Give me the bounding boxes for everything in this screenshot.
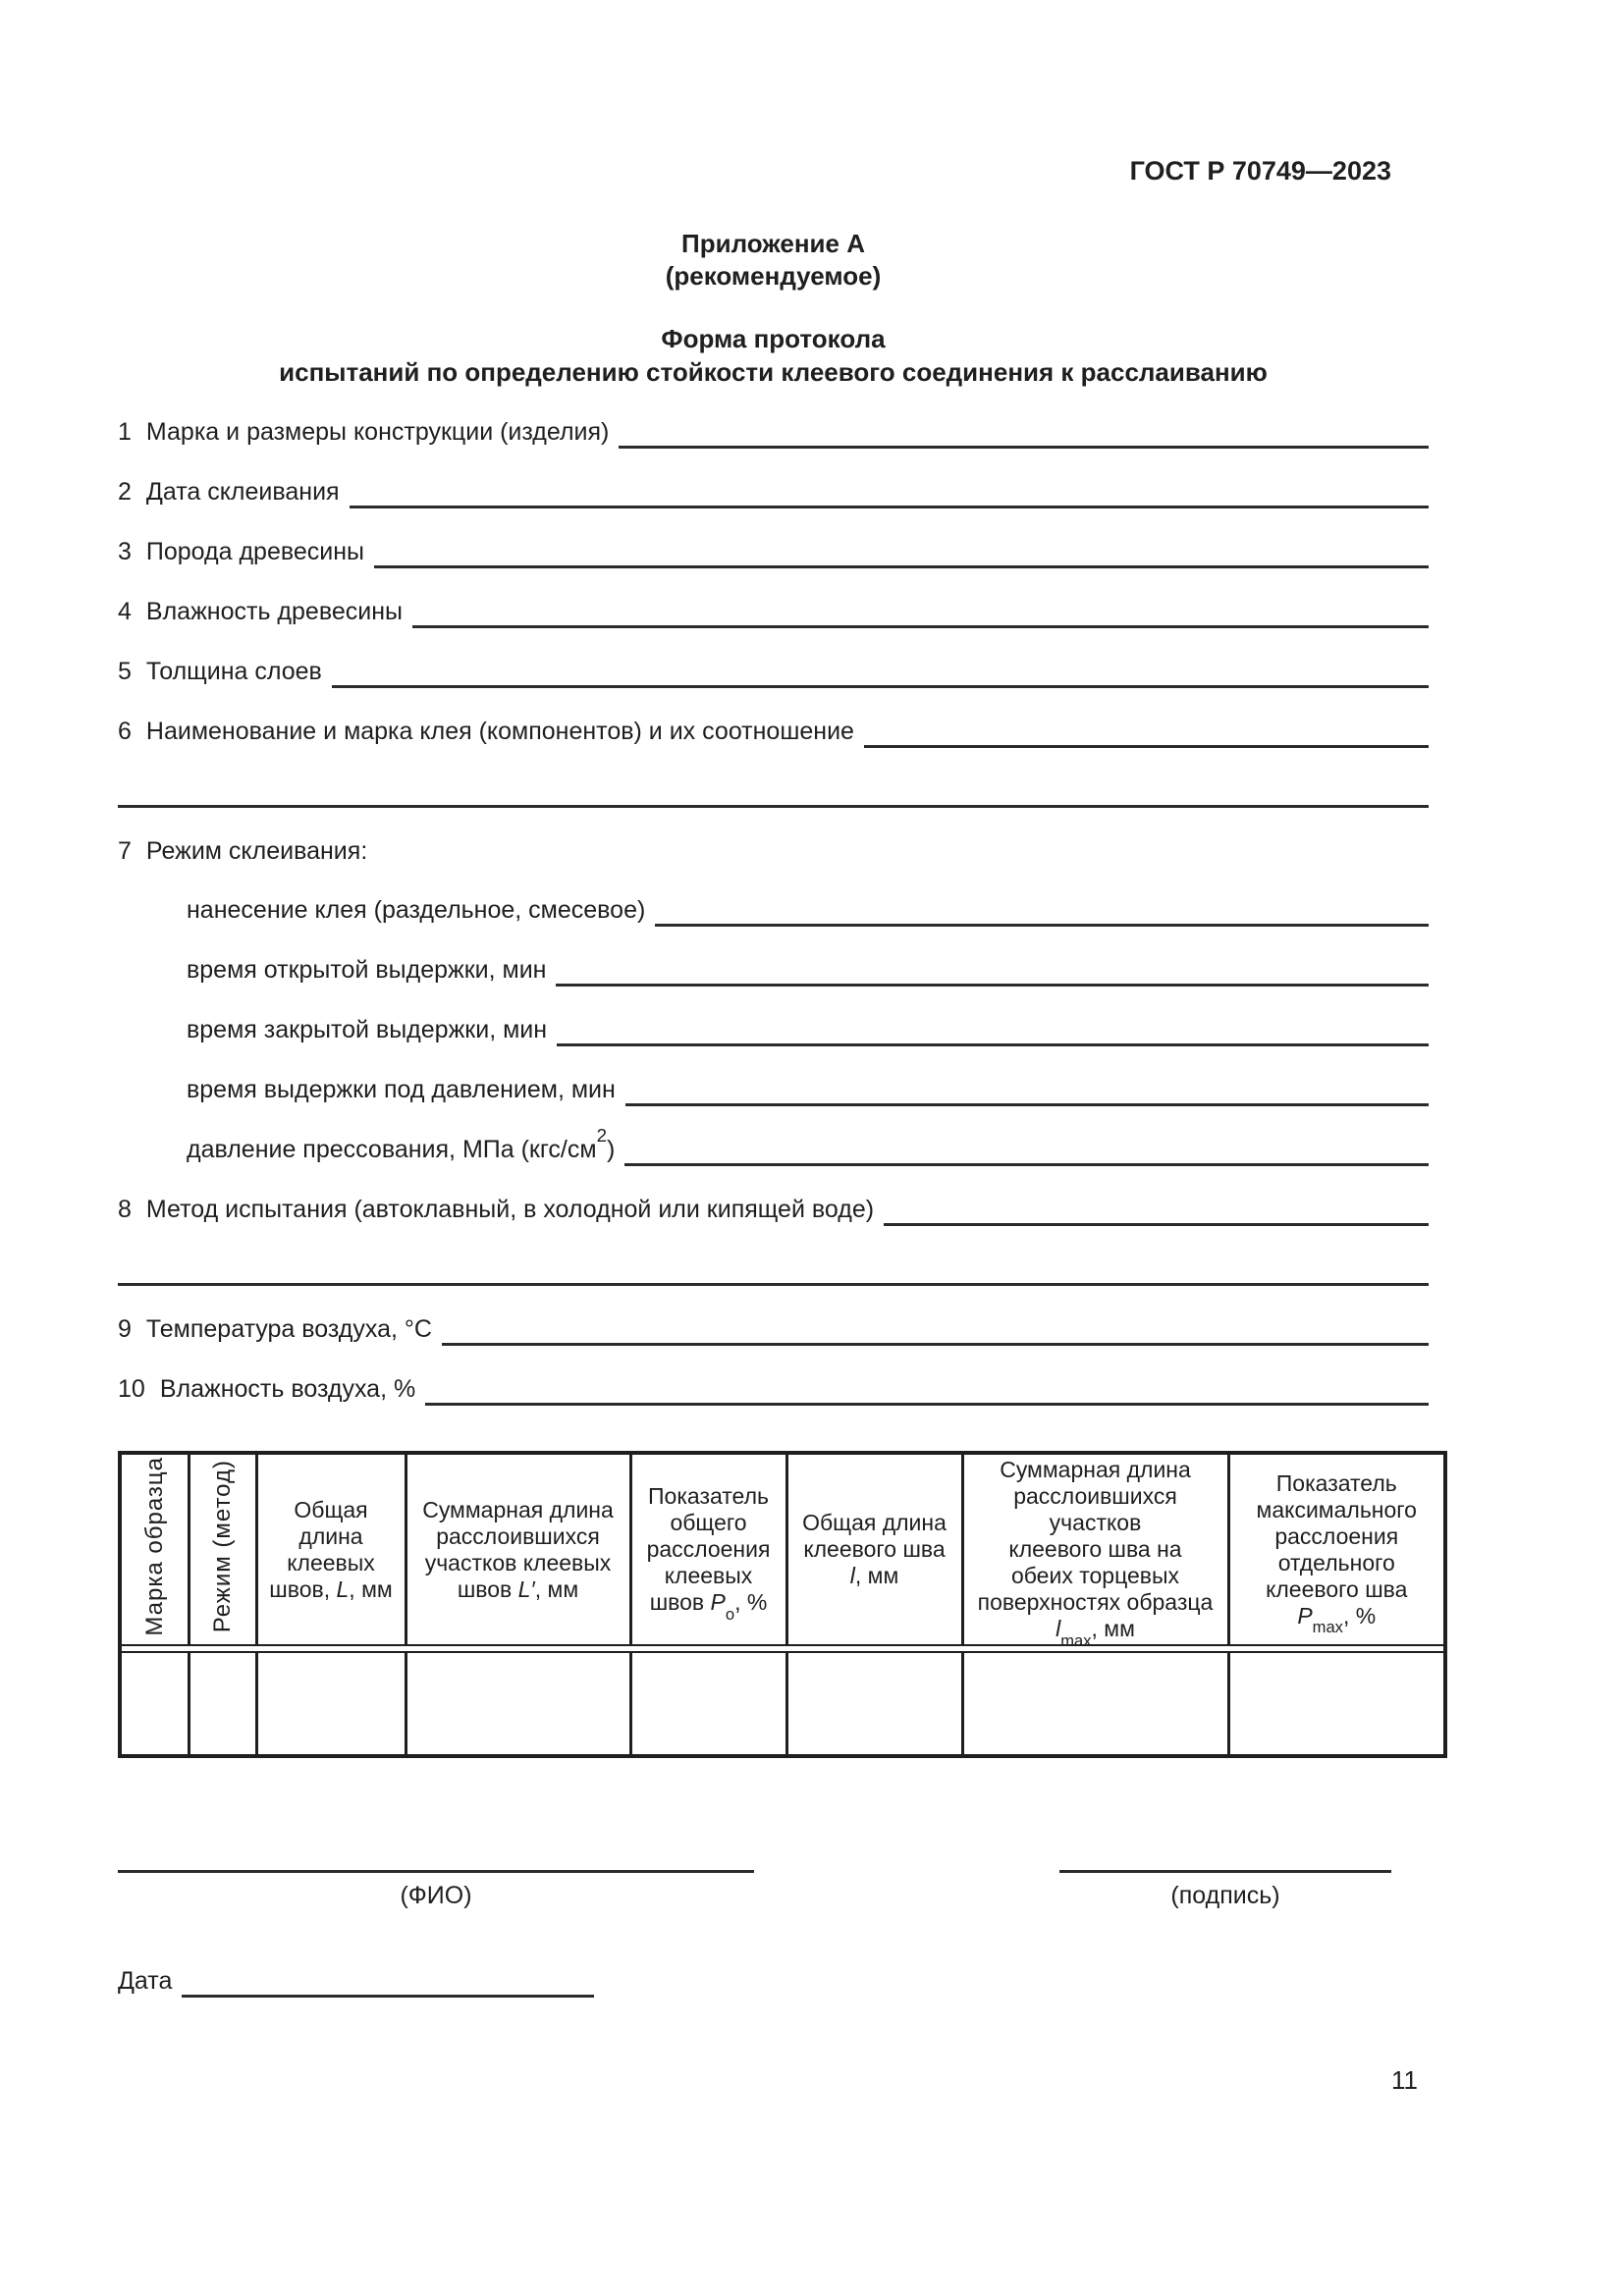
form-item-row bbox=[118, 716, 1429, 748]
header-text bbox=[802, 1510, 947, 1588]
text-run: расслоившихся bbox=[436, 1522, 600, 1549]
item-number: 3 bbox=[118, 538, 132, 565]
fill-in-line bbox=[619, 416, 1429, 449]
column-header bbox=[406, 1453, 630, 1645]
item-label bbox=[187, 1124, 616, 1165]
fill-in-line bbox=[884, 1194, 1429, 1226]
fill-in-line bbox=[557, 1014, 1429, 1046]
text-run: max bbox=[1060, 1630, 1092, 1650]
date-row bbox=[118, 1965, 1429, 1998]
text-run: швов bbox=[649, 1589, 711, 1615]
text-run: , мм bbox=[854, 1563, 899, 1588]
table-cell-empty bbox=[786, 1652, 962, 1756]
text-run: , % bbox=[1342, 1602, 1377, 1629]
text-run: отдельного bbox=[1277, 1549, 1395, 1575]
item-label: время закрытой выдержки, мин bbox=[187, 1016, 548, 1043]
header-text bbox=[977, 1457, 1214, 1650]
form-item-row bbox=[118, 894, 1429, 927]
page-number: 11 bbox=[1391, 2065, 1418, 2095]
table-body-row bbox=[120, 1652, 1445, 1756]
text-run: расслоения bbox=[646, 1536, 771, 1562]
fill-in-line bbox=[118, 775, 1429, 808]
header-separator-cell bbox=[120, 1645, 1445, 1652]
table-cell-empty bbox=[406, 1652, 630, 1756]
header-separator-gap bbox=[120, 1645, 1445, 1652]
item-number: 1 bbox=[118, 418, 132, 446]
form-title bbox=[118, 322, 1429, 389]
column-header bbox=[256, 1453, 406, 1645]
item-number: 4 bbox=[118, 598, 132, 625]
form-item-row bbox=[118, 596, 1429, 628]
form-title-line1: Форма протокола bbox=[661, 324, 886, 353]
signature-name-caption: (ФИО) bbox=[400, 1882, 472, 1909]
item-label: нанесение клея (раздельное, смесевое) bbox=[187, 896, 646, 924]
text-run: Марка образца bbox=[140, 1457, 168, 1636]
item-number: 6 bbox=[118, 718, 132, 745]
text-run: Режим (метод) bbox=[209, 1460, 236, 1633]
form-item-row bbox=[118, 476, 1429, 508]
signature-row bbox=[118, 1868, 1429, 1910]
signature-name-block bbox=[118, 1868, 754, 1910]
fill-in-line bbox=[425, 1373, 1429, 1406]
text-run: Показатель bbox=[648, 1483, 769, 1509]
form-item-continuation bbox=[118, 775, 1429, 808]
vertical-header-text bbox=[209, 1460, 236, 1632]
text-run: 2 bbox=[596, 1124, 607, 1146]
text-run: , % bbox=[734, 1589, 768, 1615]
text-run: поверхностях образца bbox=[977, 1589, 1214, 1615]
text-run: Общая bbox=[294, 1496, 368, 1522]
form-item-row bbox=[118, 835, 1429, 867]
fill-in-line bbox=[118, 1254, 1429, 1286]
column-header bbox=[189, 1453, 256, 1645]
variable-symbol: l bbox=[1056, 1616, 1061, 1641]
item-label: Дата склеивания bbox=[145, 478, 340, 506]
variable-symbol: P bbox=[710, 1589, 726, 1615]
text-run: обеих торцевых bbox=[1010, 1563, 1180, 1588]
text-run: участков клеевых bbox=[424, 1549, 612, 1575]
text-run: давление прессования, МПа (кгс/см bbox=[187, 1136, 597, 1163]
table-cell-empty bbox=[120, 1652, 189, 1756]
column-header bbox=[786, 1453, 962, 1645]
text-run: клеевого шва bbox=[803, 1536, 946, 1562]
table-cell-empty bbox=[256, 1652, 406, 1756]
table-cell-empty bbox=[1228, 1652, 1445, 1756]
form-item-row bbox=[118, 1014, 1429, 1046]
item-label: Влажность древесины bbox=[145, 598, 403, 625]
form-title-line2: испытаний по определению стойкости клеевого соединения к расслаиванию bbox=[279, 357, 1268, 387]
variable-symbol: L bbox=[336, 1575, 350, 1602]
text-run: Суммарная длина bbox=[422, 1496, 614, 1522]
text-run: клеевого шва на bbox=[1008, 1536, 1182, 1562]
doc-number: ГОСТ Р 70749—2023 bbox=[1129, 156, 1391, 186]
table-header-row bbox=[120, 1453, 1445, 1645]
text-run: расслоившихся bbox=[1013, 1483, 1177, 1509]
fill-in-line bbox=[412, 596, 1429, 628]
form-item-row bbox=[118, 954, 1429, 987]
date-fill-line bbox=[182, 1965, 594, 1998]
text-run: клеевых bbox=[664, 1563, 753, 1588]
form-item-continuation bbox=[118, 1254, 1429, 1286]
item-label: Метод испытания (автоклавный, в холодной или кипящей воде) bbox=[145, 1196, 875, 1223]
item-label: Наименование и марка клея (компонентов) и их соотношение bbox=[145, 718, 854, 745]
form-item-row bbox=[118, 1194, 1429, 1226]
column-header bbox=[1228, 1453, 1445, 1645]
item-label: Толщина слоев bbox=[145, 658, 322, 685]
item-label: время открытой выдержки, мин bbox=[187, 956, 547, 984]
column-header bbox=[962, 1453, 1228, 1650]
text-run: общего bbox=[670, 1510, 747, 1535]
variable-symbol: P bbox=[1297, 1602, 1313, 1629]
text-run: швов, bbox=[269, 1575, 337, 1602]
text-run: о bbox=[725, 1604, 735, 1624]
header-text bbox=[646, 1483, 771, 1624]
variable-symbol: l bbox=[849, 1563, 855, 1588]
text-run: расслоения bbox=[1274, 1522, 1399, 1549]
form-items bbox=[118, 416, 1429, 1406]
text-run: Суммарная длина bbox=[1000, 1457, 1191, 1482]
text-run: max bbox=[1312, 1618, 1343, 1637]
signature-name-line bbox=[118, 1868, 754, 1873]
text-run: ) bbox=[607, 1136, 616, 1163]
text-run: , мм bbox=[349, 1575, 393, 1602]
appendix-subtitle: (рекомендуемое) bbox=[665, 261, 882, 291]
form-item-row bbox=[118, 416, 1429, 449]
fill-in-line bbox=[864, 716, 1429, 748]
form-item-row bbox=[118, 656, 1429, 688]
appendix-heading bbox=[118, 228, 1429, 293]
form-item-row bbox=[118, 1074, 1429, 1106]
header-text bbox=[1256, 1469, 1417, 1637]
text-run: Общая длина bbox=[802, 1510, 947, 1535]
column-header bbox=[120, 1453, 189, 1645]
fill-in-line bbox=[655, 894, 1429, 927]
form-item-row bbox=[118, 1124, 1429, 1166]
date-label: Дата bbox=[118, 1967, 173, 1995]
item-label: Порода древесины bbox=[145, 538, 365, 565]
fill-in-line bbox=[332, 656, 1429, 688]
item-number: 2 bbox=[118, 478, 132, 506]
signature-sign-line bbox=[1059, 1868, 1391, 1873]
text-run: клеевых bbox=[287, 1549, 375, 1575]
text-run: клеевого шва bbox=[1266, 1575, 1408, 1602]
item-number: 8 bbox=[118, 1196, 132, 1223]
header-text bbox=[422, 1497, 614, 1602]
form-item-row bbox=[118, 536, 1429, 568]
fill-in-line bbox=[374, 536, 1429, 568]
item-label: время выдержки под давлением, мин bbox=[187, 1076, 616, 1103]
signature-sign-caption: (подпись) bbox=[1170, 1882, 1280, 1909]
text-run: Показатель bbox=[1275, 1469, 1397, 1496]
text-run: участков bbox=[1049, 1510, 1142, 1535]
fill-in-line bbox=[624, 1134, 1429, 1166]
item-number: 7 bbox=[118, 837, 132, 865]
table-cell-empty bbox=[189, 1652, 256, 1756]
item-label: Марка и размеры конструкции (изделия) bbox=[145, 418, 610, 446]
item-number: 5 bbox=[118, 658, 132, 685]
text-run: , мм bbox=[534, 1575, 579, 1602]
item-label: Режим склеивания: bbox=[145, 837, 368, 865]
item-number: 10 bbox=[118, 1375, 145, 1403]
item-label: Температура воздуха, °С bbox=[145, 1315, 432, 1343]
text-run: швов bbox=[457, 1575, 518, 1602]
text-run: максимального bbox=[1256, 1496, 1417, 1522]
header-text bbox=[269, 1497, 392, 1602]
column-header bbox=[630, 1453, 786, 1645]
fill-in-line bbox=[350, 476, 1429, 508]
text-run: длина bbox=[298, 1522, 363, 1549]
item-number: 9 bbox=[118, 1315, 132, 1343]
signature-sign-block bbox=[1059, 1868, 1391, 1910]
vertical-header-text bbox=[141, 1457, 168, 1636]
fill-in-line bbox=[442, 1313, 1429, 1346]
variable-symbol: L′ bbox=[517, 1575, 535, 1602]
results-table bbox=[118, 1451, 1447, 1758]
appendix-title: Приложение А bbox=[681, 229, 865, 258]
form-item-row bbox=[118, 1313, 1429, 1346]
item-label: Влажность воздуха, % bbox=[159, 1375, 416, 1403]
table-cell-empty bbox=[962, 1652, 1228, 1756]
text-run: , мм bbox=[1091, 1616, 1135, 1641]
fill-in-line bbox=[625, 1074, 1429, 1106]
form-item-row bbox=[118, 1373, 1429, 1406]
table-cell-empty bbox=[630, 1652, 786, 1756]
fill-in-line bbox=[556, 954, 1429, 987]
